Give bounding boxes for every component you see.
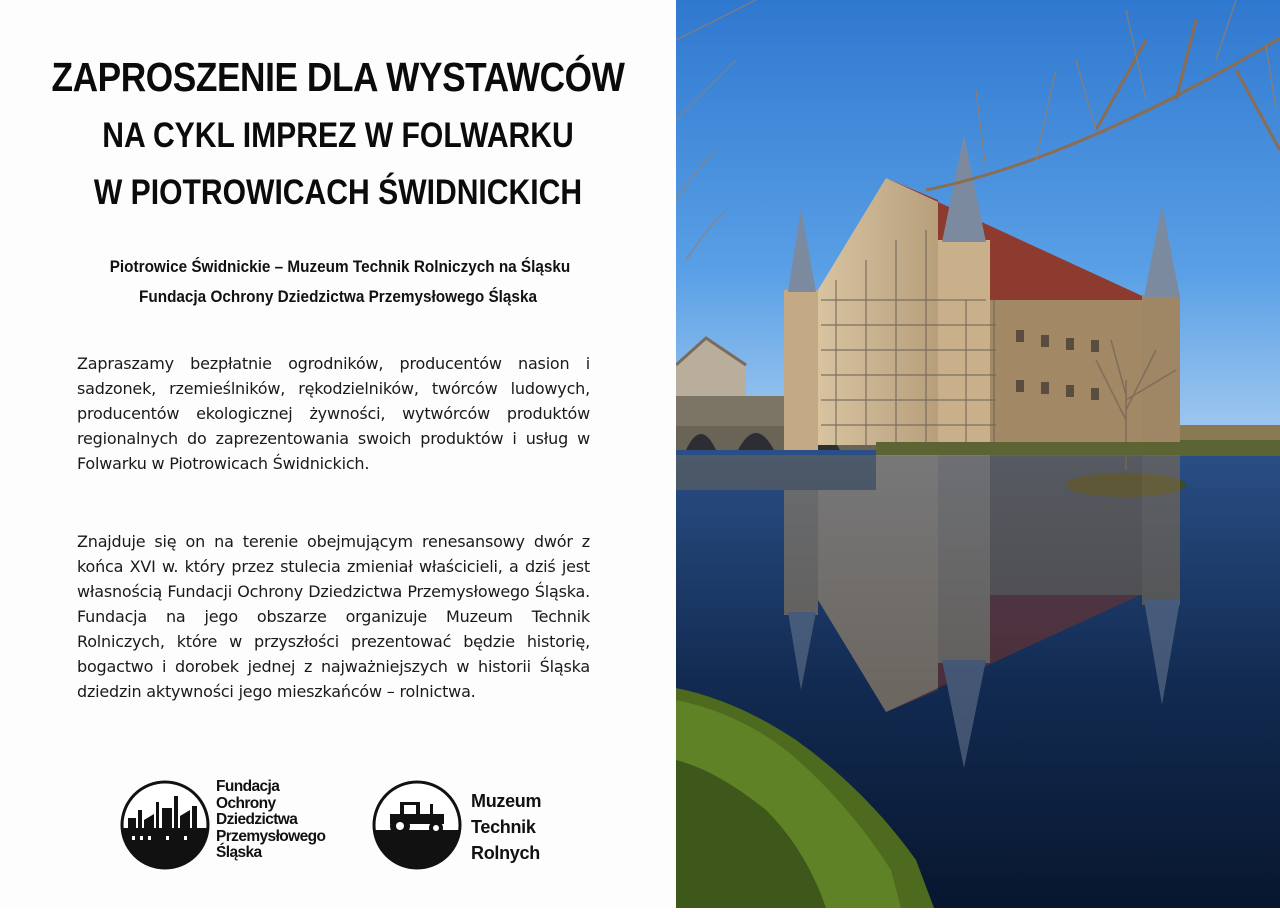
museum-logo	[372, 780, 462, 870]
factory-silhouette-icon	[120, 780, 210, 870]
organizer-line-2: Fundacja Ochrony Dziedzictwa Przemysłowego Śląska	[139, 287, 537, 306]
title-line-3: W PIOTROWICACH ŚWIDNICKICH	[93, 173, 583, 212]
foundation-logo-line: Ochrony	[216, 794, 276, 812]
organizer-line-1: Piotrowice Świdnickie – Muzeum Technik Rolniczych na Śląsku	[109, 257, 571, 276]
foundation-logo-line: Dziedzictwa	[216, 811, 298, 828]
foundation-logo-line: Śląska	[216, 844, 262, 861]
foundation-logo-line: Przemysłowego	[216, 827, 326, 845]
location-paragraph: Znajduje się on na terenie obejmującym renesansowy dwór z końca XVI w. który przez stulecia zmieniał właścicieli, a dziś jest własnością Fundacji Ochrony Dziedzictwa Przemysłowego Śląska. Fundacja na jego obszarze organizuje Muzeum Technik Rolniczych, które w przyszłości prezentować będzie historię, bogactwo i dorobek jednej z najważniejszych w historii Śląska dziedzin aktywności jego mieszkańców – rolnictwa.	[77, 532, 590, 701]
foundation-logo-line: Fundacja	[216, 778, 280, 795]
title-line-1: ZAPROSZENIE DLA WYSTAWCÓW	[51, 54, 625, 100]
foundation-logo	[120, 780, 210, 870]
museum-logo-line: Technik	[471, 817, 536, 837]
foundation-logo-text	[216, 779, 325, 862]
invitation-paragraph: Zapraszamy bezpłatnie ogrodników, producentów nasion i sadzonek, rzemieślników, rękodzielników, twórców ludowych, producentów ekologicznej żywności, wytwórców produktów regionalnych do zaprezentowania swoich produktów i usług w Folwarku w Piotrowicach Świdnickich.	[77, 354, 590, 473]
museum-logo-line: Muzeum	[471, 791, 542, 811]
museum-logo-text	[471, 788, 541, 866]
museum-logo-line: Rolnych	[471, 843, 540, 863]
manor-house-reflection-photo	[676, 0, 1280, 908]
title-line-2: NA CYKL IMPREZ W FOLWARKU	[102, 116, 574, 155]
tractor-icon	[372, 780, 462, 870]
